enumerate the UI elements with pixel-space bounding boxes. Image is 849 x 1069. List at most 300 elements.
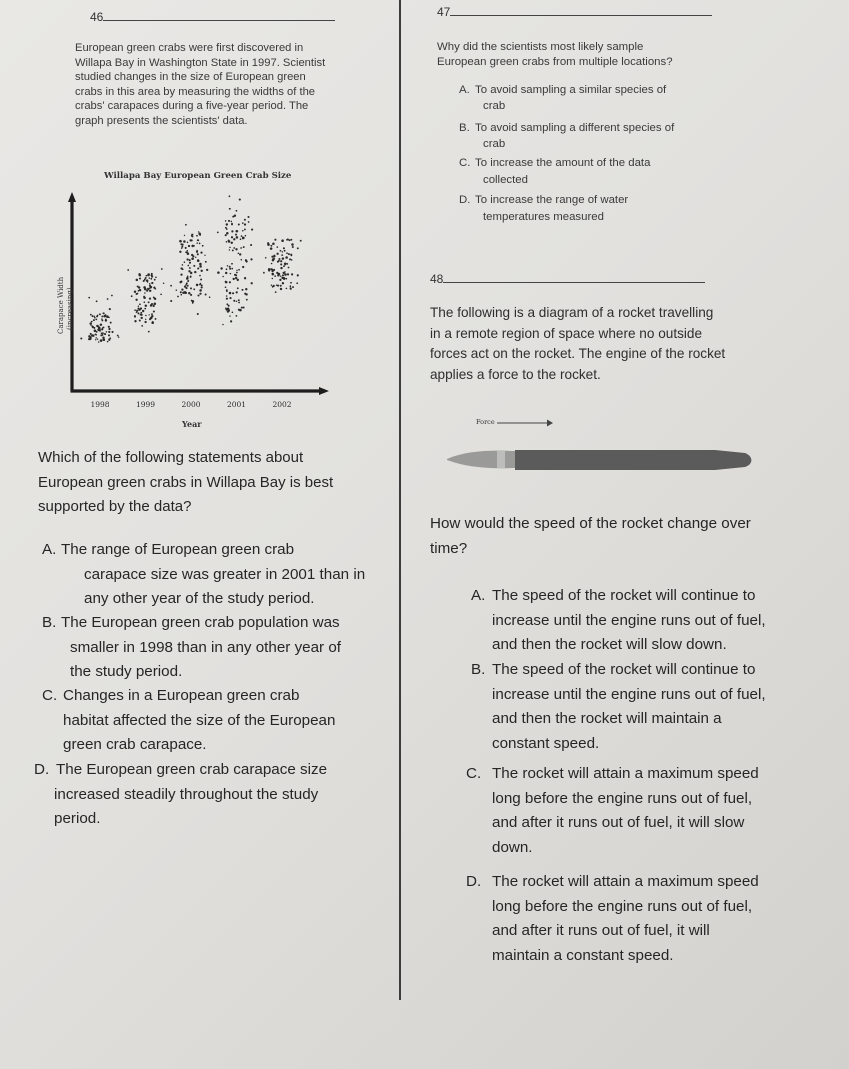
- option-line: habitat affected the size of the European: [63, 711, 336, 729]
- option-line: The speed of the rocket will continue to: [492, 587, 756, 604]
- chart-point: [90, 338, 92, 340]
- chart-point: [187, 252, 190, 255]
- chart-point: [196, 250, 198, 252]
- chart-point: [134, 320, 136, 322]
- option-letter: A.: [42, 541, 57, 558]
- chart-point: [235, 230, 237, 232]
- chart-point: [94, 316, 95, 317]
- chart-point: [92, 335, 94, 337]
- chart-point: [271, 256, 273, 258]
- chart-point: [288, 253, 290, 255]
- chart-point: [139, 277, 141, 279]
- chart-point: [200, 279, 202, 281]
- chart-point: [297, 247, 299, 249]
- chart-point: [236, 210, 238, 212]
- chart-point: [231, 268, 233, 270]
- chart-point: [225, 286, 227, 288]
- q47-stem-line: European green crabs from multiple locations?: [437, 56, 673, 68]
- chart-point: [148, 331, 150, 333]
- chart-point: [107, 341, 109, 343]
- chart-point: [229, 315, 230, 316]
- chart-point: [280, 267, 282, 269]
- chart-point: [231, 263, 233, 265]
- chart-point: [140, 312, 142, 314]
- chart-y-axis-arrowhead: [68, 192, 76, 202]
- option-line: crab: [483, 100, 506, 112]
- chart-point: [141, 314, 143, 316]
- option-line: smaller in 1998 than in any other year of: [70, 638, 342, 656]
- chart-point: [80, 337, 82, 339]
- chart-point: [102, 334, 104, 336]
- chart-point: [217, 271, 220, 274]
- chart-point: [280, 260, 282, 262]
- q48-answer-blank[interactable]: [443, 272, 705, 283]
- chart-point: [235, 234, 237, 236]
- chart-point: [148, 301, 150, 303]
- chart-point: [231, 230, 233, 232]
- chart-point: [170, 300, 172, 302]
- chart-point: [281, 239, 284, 242]
- chart-point: [274, 275, 276, 277]
- q48-stem-line: time?: [430, 539, 468, 557]
- chart-point: [235, 274, 237, 276]
- chart-point: [280, 263, 282, 265]
- chart-point: [222, 324, 223, 325]
- chart-point: [163, 283, 165, 285]
- chart-point: [94, 317, 96, 319]
- q47-header: [437, 5, 712, 19]
- chart-point: [265, 257, 267, 259]
- chart-x-tick-label: 1998: [90, 400, 110, 409]
- q47-stem: [437, 40, 777, 70]
- option-letter: D.: [34, 761, 50, 778]
- chart-point: [103, 313, 105, 315]
- chart-point: [197, 267, 199, 269]
- chart-point: [100, 341, 101, 342]
- chart-point: [291, 259, 293, 261]
- chart-point: [190, 272, 192, 274]
- chart-point: [151, 274, 153, 276]
- chart-point: [93, 319, 95, 321]
- chart-point: [286, 288, 288, 290]
- chart-point: [285, 256, 288, 259]
- option-line: and after it runs out of fuel, it will slow: [492, 814, 745, 831]
- chart-point: [187, 242, 189, 244]
- chart-point: [186, 282, 188, 284]
- chart-point: [199, 275, 201, 277]
- chart-point: [272, 257, 275, 260]
- chart-point: [154, 288, 156, 290]
- chart-point: [279, 258, 281, 260]
- option-line: carapace size was greater in 2001 than in: [84, 565, 366, 583]
- chart-point: [220, 267, 222, 269]
- chart-point: [149, 283, 151, 285]
- chart-point: [195, 257, 196, 258]
- chart-point: [217, 232, 219, 234]
- chart-point: [204, 255, 205, 256]
- chart-point: [291, 239, 293, 241]
- chart-point: [240, 247, 242, 249]
- chart-point: [250, 244, 252, 246]
- chart-point: [233, 278, 235, 280]
- chart-point: [199, 293, 201, 295]
- chart-point: [248, 221, 250, 223]
- option-letter: C.: [42, 687, 58, 704]
- chart-point: [197, 259, 200, 262]
- chart-point: [197, 313, 199, 315]
- option-line: The range of European green crab: [61, 541, 295, 558]
- chart-point: [186, 277, 189, 280]
- chart-point: [272, 278, 273, 279]
- chart-point: [155, 276, 157, 278]
- chart-point: [188, 245, 190, 247]
- chart-point: [179, 251, 181, 253]
- chart-point: [90, 333, 92, 335]
- chart-point: [225, 308, 227, 310]
- chart-point: [147, 273, 149, 275]
- chart-point: [292, 246, 294, 248]
- q48-passage: [430, 303, 790, 385]
- chart-point: [231, 221, 233, 223]
- chart-point: [230, 273, 231, 274]
- chart-point: [190, 287, 192, 289]
- chart-point: [238, 309, 240, 311]
- chart-point: [287, 238, 289, 240]
- chart-point: [192, 255, 194, 257]
- chart-point: [270, 245, 272, 247]
- chart-point: [180, 273, 182, 275]
- chart-x-tick-label: 2001: [226, 400, 247, 409]
- chart-point: [229, 247, 231, 249]
- chart-point: [90, 324, 91, 325]
- chart-point: [274, 239, 276, 241]
- chart-point: [183, 240, 186, 243]
- chart-point: [153, 305, 154, 306]
- chart-point: [241, 307, 243, 309]
- option-letter: A.: [459, 84, 470, 96]
- option-line: The rocket will attain a maximum speed: [492, 765, 759, 782]
- q48-number: 48: [430, 272, 444, 286]
- chart-point: [149, 290, 151, 292]
- chart-point: [186, 250, 188, 252]
- chart-point: [244, 228, 246, 230]
- chart-point: [289, 239, 291, 241]
- chart-point: [242, 289, 244, 291]
- chart-point: [150, 286, 151, 287]
- chart-point: [186, 258, 188, 260]
- chart-point: [153, 296, 155, 298]
- chart-point: [99, 328, 101, 330]
- chart-point: [242, 266, 244, 268]
- chart-point: [150, 317, 152, 319]
- chart-point: [229, 266, 231, 268]
- chart-point: [246, 299, 248, 301]
- chart-point: [245, 293, 247, 295]
- q46-stem: [38, 446, 393, 520]
- chart-point: [144, 301, 146, 303]
- chart-point: [229, 281, 231, 283]
- chart-point: [91, 325, 93, 327]
- chart-point: [155, 318, 157, 320]
- chart-point: [134, 309, 136, 311]
- chart-point: [139, 289, 141, 291]
- chart-point: [154, 298, 156, 300]
- chart-point: [118, 336, 120, 338]
- chart-point: [243, 246, 245, 248]
- chart-point: [282, 282, 284, 284]
- chart-point: [238, 223, 240, 225]
- option-line: the study period.: [70, 663, 183, 680]
- option-line: Changes in a European green crab: [63, 687, 300, 704]
- chart-point: [187, 280, 189, 282]
- chart-point: [282, 257, 284, 259]
- chart-point: [202, 245, 204, 247]
- chart-point: [281, 254, 283, 256]
- q48-header: [430, 272, 705, 286]
- chart-point: [150, 304, 152, 306]
- chart-point: [135, 299, 137, 301]
- rocket-diagram: [445, 445, 757, 475]
- column-divider: [399, 0, 401, 1000]
- crab-size-scatter-chart: [40, 186, 340, 436]
- chart-point: [222, 276, 224, 278]
- chart-point: [267, 243, 270, 246]
- force-label: Force: [476, 418, 495, 426]
- q47-number: 47: [437, 5, 451, 19]
- chart-x-axis-arrowhead: [319, 387, 329, 395]
- chart-point: [271, 270, 274, 273]
- chart-x-tick-label: 2002: [272, 400, 292, 409]
- chart-point: [201, 270, 203, 272]
- q46-stem-line: European green crabs in Willapa Bay is best: [38, 473, 334, 491]
- q46-stem-line: Which of the following statements about: [38, 449, 304, 466]
- chart-point: [236, 270, 237, 271]
- chart-point: [101, 315, 103, 317]
- chart-point: [180, 291, 182, 293]
- chart-point: [286, 263, 288, 265]
- chart-point: [247, 216, 249, 218]
- chart-point: [134, 315, 136, 317]
- q48-stem-line: How would the speed of the rocket change over: [430, 515, 751, 532]
- chart-point: [226, 268, 228, 270]
- chart-point: [143, 280, 145, 282]
- chart-point: [141, 325, 143, 327]
- chart-point: [141, 317, 143, 319]
- q46-answer-blank[interactable]: [103, 10, 335, 21]
- q46-number: 46: [90, 10, 104, 24]
- chart-point: [276, 272, 278, 274]
- chart-point: [225, 281, 228, 284]
- option-line: long before the engine runs out of fuel,: [492, 897, 753, 915]
- chart-point: [144, 288, 147, 291]
- chart-point: [102, 332, 104, 334]
- chart-point: [152, 321, 153, 322]
- chart-point: [117, 335, 119, 337]
- chart-point: [140, 307, 142, 309]
- chart-point: [154, 279, 156, 281]
- chart-point: [232, 216, 234, 218]
- chart-point: [233, 238, 235, 240]
- chart-point: [188, 292, 190, 294]
- chart-point: [284, 264, 285, 265]
- option-line: increase until the engine runs out of fuel,: [492, 685, 766, 703]
- chart-point: [149, 277, 150, 278]
- chart-point: [198, 231, 199, 232]
- chart-point: [189, 259, 191, 261]
- chart-point: [95, 337, 97, 339]
- chart-point: [144, 308, 146, 310]
- option-line: any other year of the study period.: [84, 590, 315, 607]
- chart-series-2001: [217, 195, 253, 325]
- chart-point: [196, 284, 199, 287]
- chart-point: [231, 242, 233, 244]
- chart-point: [233, 247, 235, 249]
- chart-point: [250, 258, 252, 260]
- option-line: The European green crab population was: [61, 614, 340, 631]
- chart-point: [149, 297, 151, 299]
- chart-point: [235, 248, 237, 250]
- chart-point: [275, 291, 277, 293]
- chart-point: [230, 320, 232, 322]
- chart-point: [138, 305, 139, 306]
- chart-point: [137, 285, 139, 287]
- option-letter: B.: [471, 661, 486, 678]
- chart-point: [144, 292, 146, 294]
- chart-series-2000: [170, 224, 210, 315]
- chart-point: [197, 253, 199, 255]
- chart-point: [189, 262, 191, 264]
- chart-point: [190, 276, 192, 278]
- chart-point: [180, 294, 182, 296]
- chart-point: [95, 334, 97, 336]
- chart-point: [242, 230, 244, 232]
- chart-point: [98, 341, 100, 343]
- chart-point: [205, 293, 207, 295]
- chart-point: [179, 240, 182, 243]
- chart-point: [280, 275, 282, 277]
- chart-point: [237, 287, 239, 289]
- chart-point: [289, 258, 291, 260]
- q47-answer-blank[interactable]: [450, 5, 712, 16]
- chart-point: [196, 235, 198, 237]
- q46-passage-line: graph presents the scientists' data.: [75, 114, 248, 127]
- chart-point: [108, 334, 110, 336]
- chart-point: [292, 286, 294, 288]
- chart-point: [182, 268, 184, 270]
- chart-point: [290, 288, 292, 290]
- chart-axes: [68, 192, 329, 395]
- chart-point: [97, 338, 98, 339]
- option-letter: D.: [459, 194, 471, 206]
- chart-point: [176, 289, 178, 291]
- chart-point: [95, 339, 96, 340]
- chart-point: [151, 282, 153, 284]
- chart-point: [144, 321, 146, 323]
- chart-point: [232, 311, 234, 313]
- chart-point: [182, 292, 184, 294]
- chart-point: [273, 255, 275, 257]
- chart-point: [241, 259, 243, 261]
- chart-x-axis-label: Year: [182, 419, 202, 429]
- chart-point: [106, 315, 109, 318]
- chart-point: [97, 314, 99, 316]
- chart-point: [282, 274, 284, 276]
- q48-stem: [430, 512, 800, 561]
- chart-point: [238, 269, 240, 271]
- chart-point: [185, 224, 187, 226]
- chart-point: [251, 229, 253, 231]
- chart-point: [285, 263, 287, 265]
- chart-title: Willapa Bay European Green Crab Size: [104, 171, 292, 181]
- q46-passage: [75, 41, 395, 129]
- chart-point: [229, 292, 232, 295]
- chart-point: [108, 331, 110, 333]
- rocket-engine: [715, 450, 751, 470]
- chart-point: [291, 273, 293, 275]
- chart-point: [271, 263, 273, 265]
- chart-point: [102, 327, 104, 329]
- chart-point: [111, 295, 113, 297]
- chart-point: [231, 236, 233, 238]
- q46-passage-line: crabs' carapaces during a five-year period. The: [75, 100, 309, 113]
- chart-ylabel-sub: (increasing): [66, 287, 74, 330]
- chart-point: [226, 295, 228, 297]
- chart-point: [226, 223, 228, 225]
- chart-point: [110, 322, 112, 324]
- option-line: maintain a constant speed.: [492, 946, 674, 964]
- q48-passage-line: The following is a diagram of a rocket travelling: [430, 305, 714, 320]
- chart-point: [103, 338, 106, 341]
- chart-point: [226, 241, 228, 243]
- chart-point: [199, 243, 201, 245]
- chart-point: [285, 278, 287, 280]
- chart-point: [229, 208, 231, 210]
- chart-point: [127, 269, 129, 271]
- chart-point: [277, 246, 279, 248]
- chart-points: [80, 195, 301, 342]
- chart-point: [286, 252, 288, 254]
- chart-point: [193, 265, 195, 267]
- chart-point: [88, 297, 90, 299]
- chart-point: [150, 278, 152, 280]
- chart-point: [226, 232, 229, 235]
- chart-point: [189, 267, 191, 269]
- chart-point: [193, 288, 195, 290]
- chart-series-1998: [80, 295, 119, 343]
- chart-point: [136, 279, 139, 282]
- option-line: The European green crab carapace size: [56, 761, 328, 778]
- chart-point: [139, 303, 141, 305]
- chart-point: [209, 296, 211, 298]
- chart-point: [229, 268, 231, 270]
- chart-point: [238, 253, 240, 255]
- chart-point: [279, 279, 281, 281]
- chart-point: [206, 269, 208, 271]
- chart-point: [240, 238, 242, 240]
- force-arrow: [495, 416, 555, 430]
- option-line: down.: [492, 838, 533, 856]
- chart-point: [192, 236, 193, 237]
- chart-point: [99, 313, 101, 315]
- chart-point: [235, 277, 237, 279]
- q46-passage-line: European green crabs were first discovered in: [75, 42, 304, 54]
- chart-point: [161, 268, 163, 270]
- chart-point: [137, 312, 139, 314]
- chart-point: [227, 310, 229, 312]
- chart-point: [280, 250, 282, 252]
- chart-point: [149, 314, 150, 315]
- chart-point: [277, 285, 279, 287]
